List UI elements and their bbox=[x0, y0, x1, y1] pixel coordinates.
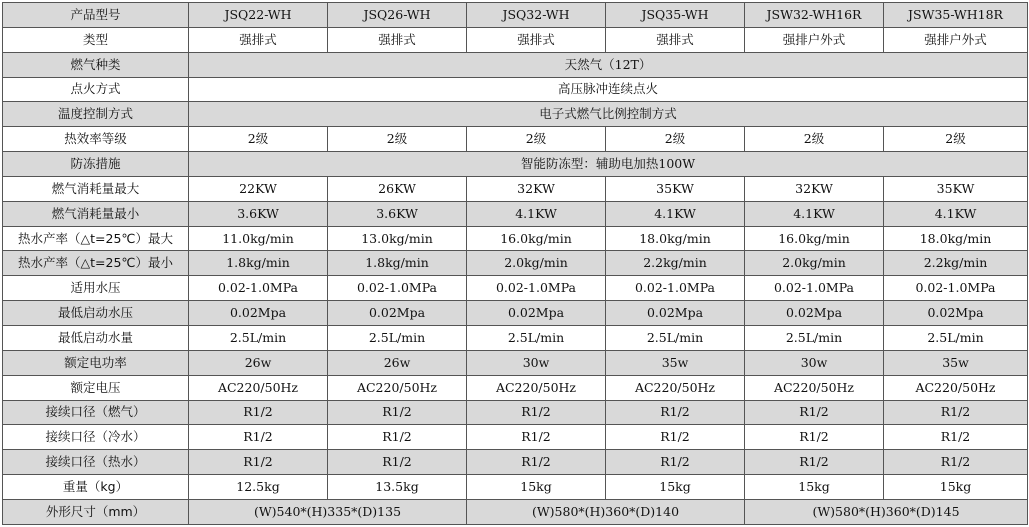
table-row bbox=[3, 102, 1028, 127]
table-row bbox=[3, 77, 1028, 102]
row-label: 燃气种类 bbox=[3, 52, 189, 77]
row-label: 接续口径（热水） bbox=[3, 450, 189, 475]
row-label: 额定电压 bbox=[3, 375, 189, 400]
table-cell: 0.02-1.0MPa bbox=[328, 276, 467, 301]
table-cell: R1/2 bbox=[884, 450, 1028, 475]
table-cell: 2.5L/min bbox=[189, 325, 328, 350]
model-cell: JSQ35-WH bbox=[606, 3, 745, 28]
table-cell: 13.5kg bbox=[328, 475, 467, 500]
table-cell: 0.02Mpa bbox=[606, 301, 745, 326]
table-cell: 2.5L/min bbox=[606, 325, 745, 350]
table-cell: 强排户外式 bbox=[745, 27, 884, 52]
spec-table-body bbox=[3, 3, 1028, 525]
model-cell: JSQ32-WH bbox=[467, 3, 606, 28]
table-cell: 13.0kg/min bbox=[328, 226, 467, 251]
table-row bbox=[3, 499, 1028, 524]
table-cell: 16.0kg/min bbox=[467, 226, 606, 251]
table-cell: 天然气（12T） bbox=[189, 52, 1028, 77]
table-cell: 30w bbox=[467, 350, 606, 375]
table-row bbox=[3, 400, 1028, 425]
table-cell: R1/2 bbox=[745, 425, 884, 450]
table-cell: R1/2 bbox=[189, 450, 328, 475]
table-cell: 32KW bbox=[745, 176, 884, 201]
table-cell: R1/2 bbox=[467, 425, 606, 450]
row-label: 额定电功率 bbox=[3, 350, 189, 375]
table-cell: 35KW bbox=[884, 176, 1028, 201]
table-cell: 2.5L/min bbox=[884, 325, 1028, 350]
table-cell: 4.1KW bbox=[467, 201, 606, 226]
table-row bbox=[3, 350, 1028, 375]
table-cell: R1/2 bbox=[328, 400, 467, 425]
table-row bbox=[3, 425, 1028, 450]
table-row bbox=[3, 375, 1028, 400]
table-cell: 1.8kg/min bbox=[189, 251, 328, 276]
row-label: 最低启动水压 bbox=[3, 301, 189, 326]
table-row bbox=[3, 251, 1028, 276]
table-cell: 15kg bbox=[467, 475, 606, 500]
table-row bbox=[3, 301, 1028, 326]
model-cell: JSW32-WH16R bbox=[745, 3, 884, 28]
table-cell: R1/2 bbox=[467, 450, 606, 475]
table-cell: R1/2 bbox=[328, 425, 467, 450]
table-cell: 2级 bbox=[745, 127, 884, 152]
table-cell: 2级 bbox=[884, 127, 1028, 152]
table-row bbox=[3, 475, 1028, 500]
table-cell: 2.5L/min bbox=[328, 325, 467, 350]
table-cell: R1/2 bbox=[328, 450, 467, 475]
table-cell: 强排式 bbox=[328, 27, 467, 52]
table-cell: 高压脉冲连续点火 bbox=[189, 77, 1028, 102]
table-cell: R1/2 bbox=[467, 400, 606, 425]
table-cell: 26w bbox=[189, 350, 328, 375]
table-cell: AC220/50Hz bbox=[467, 375, 606, 400]
table-cell: 32KW bbox=[467, 176, 606, 201]
table-cell: 0.02Mpa bbox=[328, 301, 467, 326]
table-cell: 26w bbox=[328, 350, 467, 375]
table-cell: (W)540*(H)335*(D)135 bbox=[189, 499, 467, 524]
table-cell: R1/2 bbox=[606, 425, 745, 450]
header-row bbox=[3, 3, 1028, 28]
table-cell: 0.02Mpa bbox=[745, 301, 884, 326]
table-row bbox=[3, 27, 1028, 52]
table-cell: 强排式 bbox=[189, 27, 328, 52]
table-row bbox=[3, 152, 1028, 177]
table-cell: R1/2 bbox=[884, 425, 1028, 450]
table-row bbox=[3, 201, 1028, 226]
table-cell: 15kg bbox=[745, 475, 884, 500]
row-label: 点火方式 bbox=[3, 77, 189, 102]
spec-table bbox=[2, 2, 1028, 525]
table-cell: 强排户外式 bbox=[884, 27, 1028, 52]
table-cell: 3.6KW bbox=[189, 201, 328, 226]
table-cell: 0.02-1.0MPa bbox=[467, 276, 606, 301]
table-cell: 2.2kg/min bbox=[884, 251, 1028, 276]
row-label: 热效率等级 bbox=[3, 127, 189, 152]
table-cell: R1/2 bbox=[606, 400, 745, 425]
table-cell: 2级 bbox=[328, 127, 467, 152]
table-cell: 15kg bbox=[606, 475, 745, 500]
table-cell: 强排式 bbox=[467, 27, 606, 52]
row-label: 产品型号 bbox=[3, 3, 189, 28]
table-cell: 35KW bbox=[606, 176, 745, 201]
table-cell: 22KW bbox=[189, 176, 328, 201]
row-label: 热水产率（△t=25℃）最大 bbox=[3, 226, 189, 251]
table-cell: AC220/50Hz bbox=[328, 375, 467, 400]
table-cell: 0.02-1.0MPa bbox=[884, 276, 1028, 301]
table-cell: 30w bbox=[745, 350, 884, 375]
table-cell: 0.02Mpa bbox=[884, 301, 1028, 326]
table-row bbox=[3, 176, 1028, 201]
table-cell: R1/2 bbox=[884, 400, 1028, 425]
table-cell: AC220/50Hz bbox=[189, 375, 328, 400]
table-cell: 26KW bbox=[328, 176, 467, 201]
table-cell: 智能防冻型：辅助电加热100W bbox=[189, 152, 1028, 177]
table-cell: 电子式燃气比例控制方式 bbox=[189, 102, 1028, 127]
table-cell: R1/2 bbox=[189, 400, 328, 425]
table-cell: R1/2 bbox=[745, 450, 884, 475]
table-cell: R1/2 bbox=[189, 425, 328, 450]
table-cell: R1/2 bbox=[745, 400, 884, 425]
table-cell: 2.5L/min bbox=[745, 325, 884, 350]
table-cell: R1/2 bbox=[606, 450, 745, 475]
table-cell: 1.8kg/min bbox=[328, 251, 467, 276]
table-cell: 0.02Mpa bbox=[189, 301, 328, 326]
table-cell: 4.1KW bbox=[884, 201, 1028, 226]
table-row bbox=[3, 226, 1028, 251]
table-cell: 11.0kg/min bbox=[189, 226, 328, 251]
table-row bbox=[3, 276, 1028, 301]
model-cell: JSW35-WH18R bbox=[884, 3, 1028, 28]
row-label: 最低启动水量 bbox=[3, 325, 189, 350]
table-cell: 0.02-1.0MPa bbox=[606, 276, 745, 301]
model-cell: JSQ26-WH bbox=[328, 3, 467, 28]
table-cell: 2.2kg/min bbox=[606, 251, 745, 276]
table-cell: 18.0kg/min bbox=[884, 226, 1028, 251]
table-cell: (W)580*(H)360*(D)140 bbox=[467, 499, 745, 524]
row-label: 燃气消耗量最大 bbox=[3, 176, 189, 201]
table-cell: 3.6KW bbox=[328, 201, 467, 226]
table-cell: 18.0kg/min bbox=[606, 226, 745, 251]
table-cell: 12.5kg bbox=[189, 475, 328, 500]
row-label: 燃气消耗量最小 bbox=[3, 201, 189, 226]
table-cell: 2级 bbox=[189, 127, 328, 152]
table-cell: 4.1KW bbox=[606, 201, 745, 226]
table-cell: 2.0kg/min bbox=[745, 251, 884, 276]
table-cell: AC220/50Hz bbox=[606, 375, 745, 400]
row-label: 防冻措施 bbox=[3, 152, 189, 177]
row-label: 接续口径（冷水） bbox=[3, 425, 189, 450]
table-cell: 15kg bbox=[884, 475, 1028, 500]
row-label: 类型 bbox=[3, 27, 189, 52]
row-label: 温度控制方式 bbox=[3, 102, 189, 127]
table-cell: AC220/50Hz bbox=[884, 375, 1028, 400]
table-cell: 0.02-1.0MPa bbox=[745, 276, 884, 301]
model-cell: JSQ22-WH bbox=[189, 3, 328, 28]
table-cell: 2级 bbox=[467, 127, 606, 152]
table-cell: 2.5L/min bbox=[467, 325, 606, 350]
table-row bbox=[3, 450, 1028, 475]
table-cell: (W)580*(H)360*(D)145 bbox=[745, 499, 1028, 524]
row-label: 外形尺寸（mm） bbox=[3, 499, 189, 524]
table-cell: 35w bbox=[884, 350, 1028, 375]
table-cell: 2级 bbox=[606, 127, 745, 152]
table-cell: 2.0kg/min bbox=[467, 251, 606, 276]
row-label: 热水产率（△t=25℃）最小 bbox=[3, 251, 189, 276]
row-label: 适用水压 bbox=[3, 276, 189, 301]
table-row bbox=[3, 127, 1028, 152]
row-label: 接续口径（燃气） bbox=[3, 400, 189, 425]
table-row bbox=[3, 325, 1028, 350]
table-cell: 0.02Mpa bbox=[467, 301, 606, 326]
table-cell: 35w bbox=[606, 350, 745, 375]
table-cell: 强排式 bbox=[606, 27, 745, 52]
table-row bbox=[3, 52, 1028, 77]
table-cell: 0.02-1.0MPa bbox=[189, 276, 328, 301]
table-cell: 4.1KW bbox=[745, 201, 884, 226]
row-label: 重量（kg） bbox=[3, 475, 189, 500]
table-cell: AC220/50Hz bbox=[745, 375, 884, 400]
table-cell: 16.0kg/min bbox=[745, 226, 884, 251]
